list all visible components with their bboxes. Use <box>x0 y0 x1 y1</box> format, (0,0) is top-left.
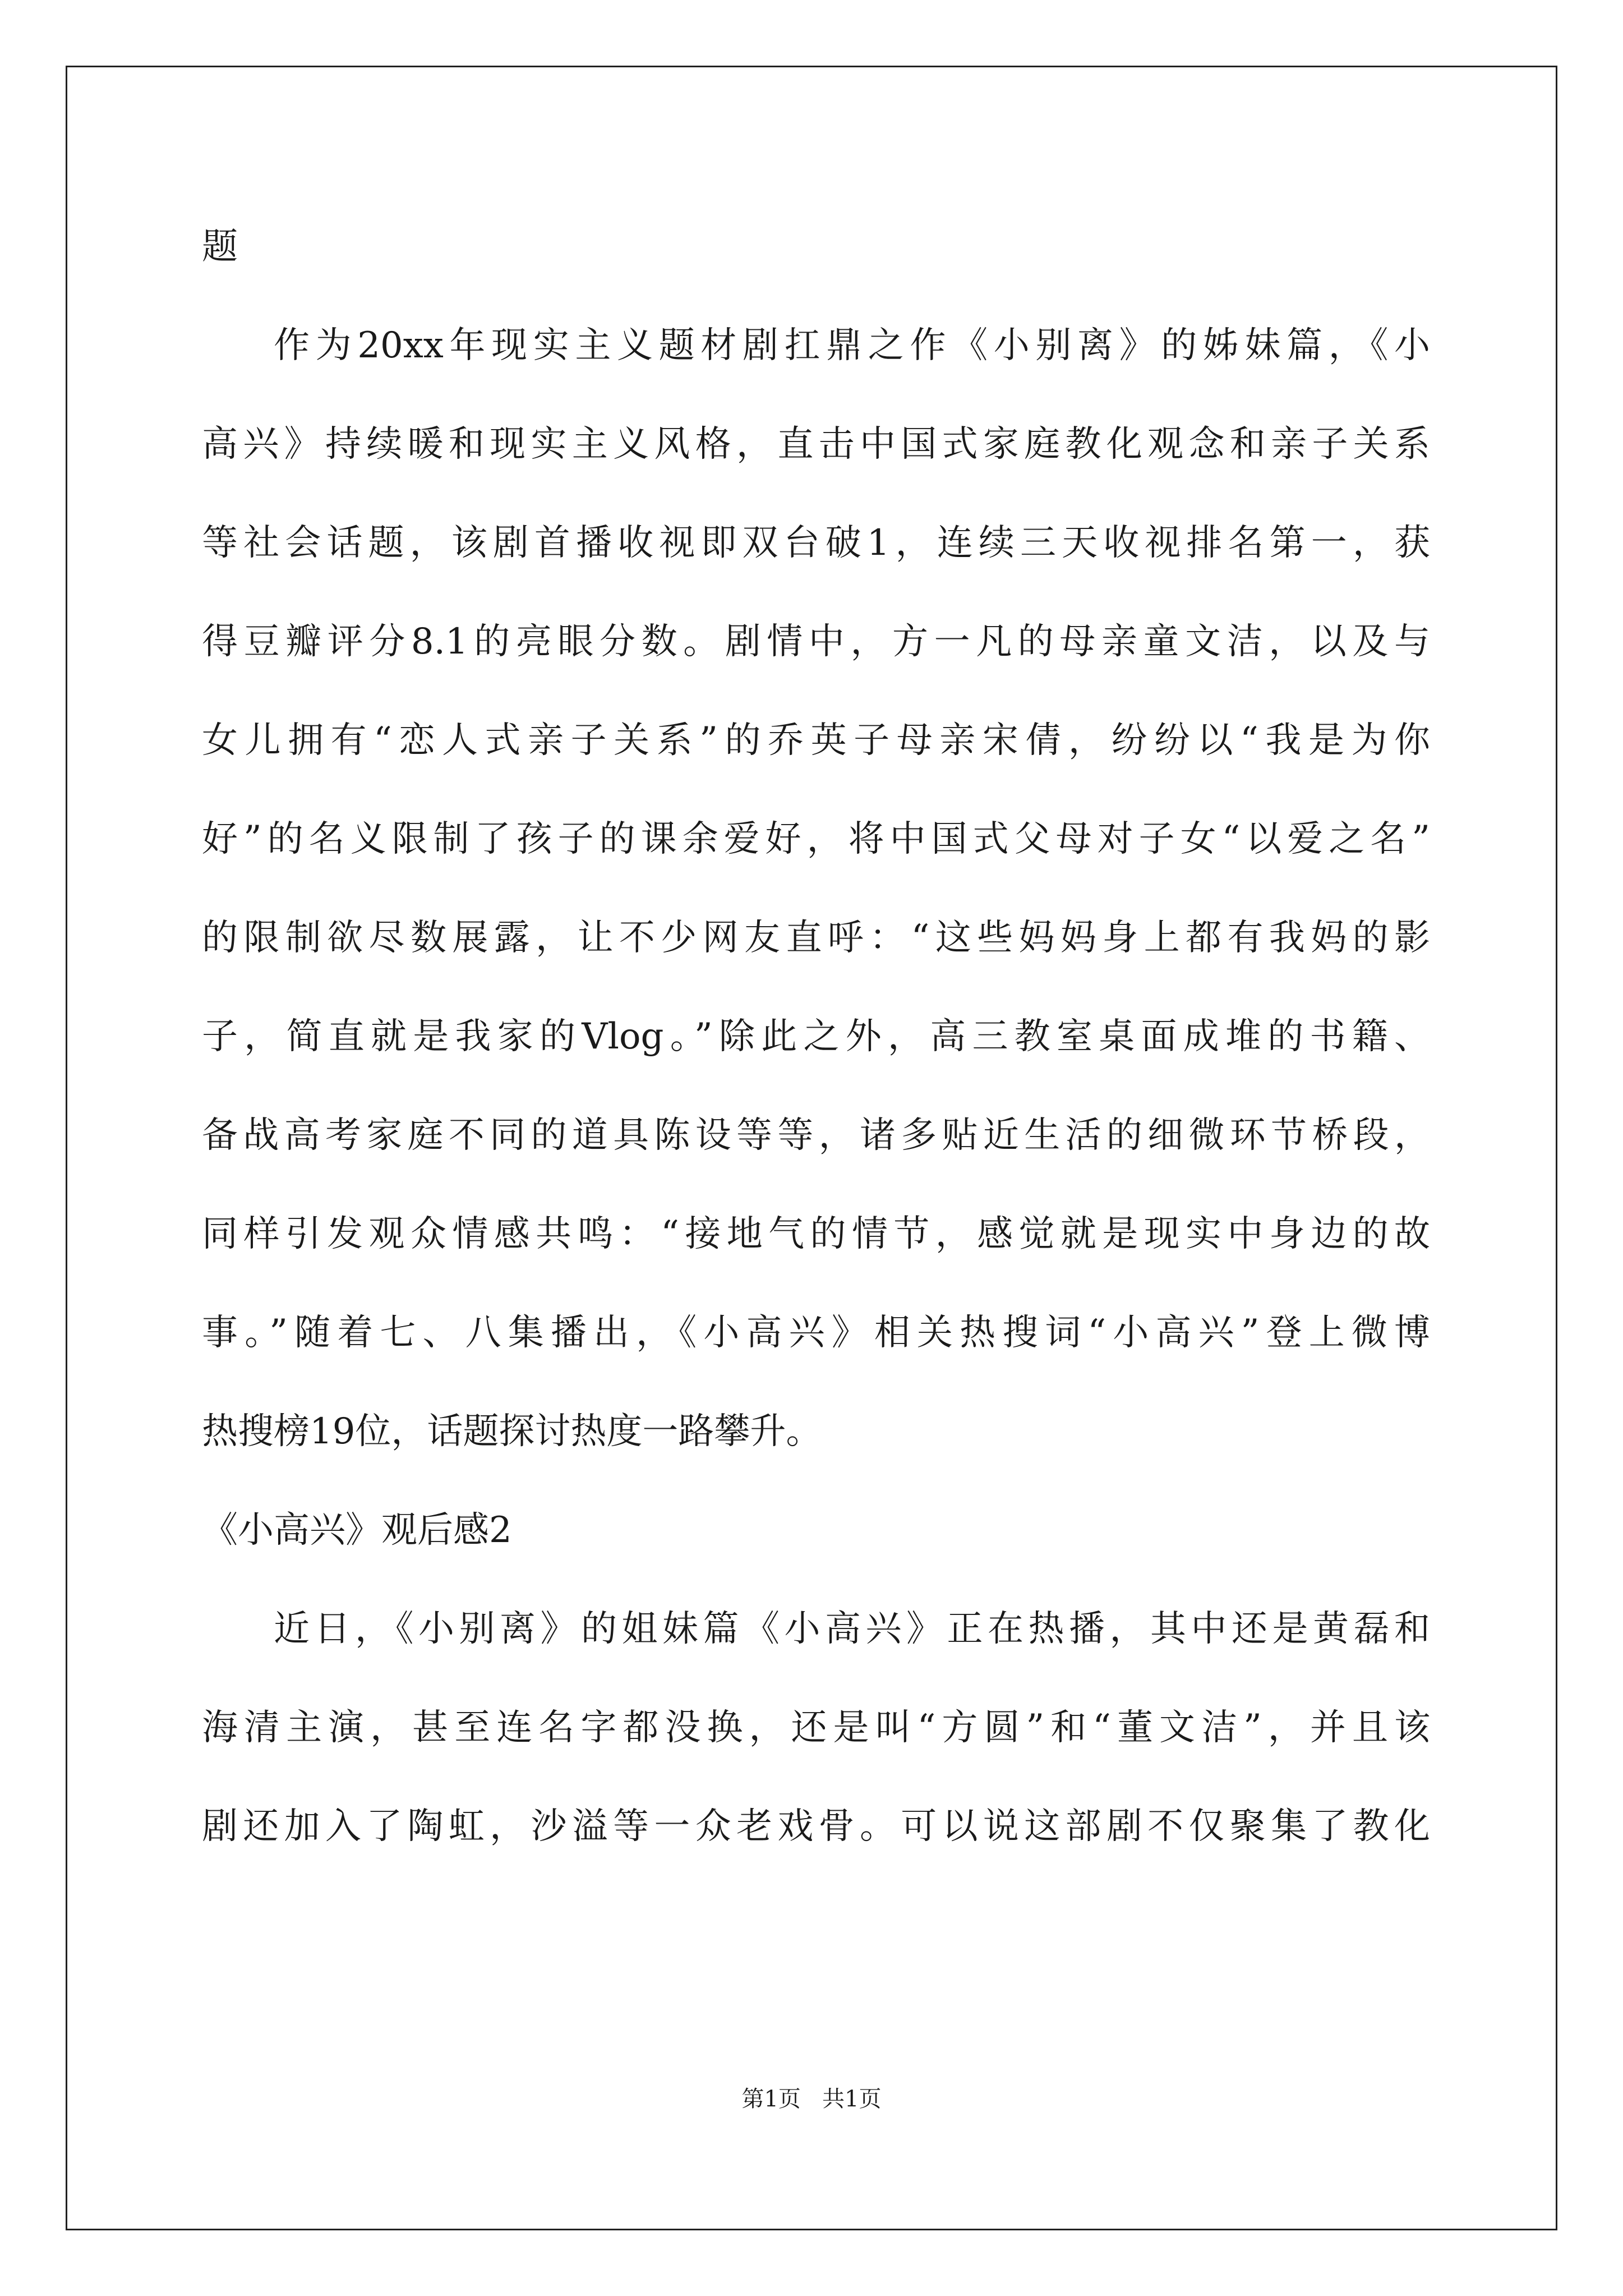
text-line: 剧还加入了陶虹，沙溢等一众老戏骨。可以说这部剧不仅聚集了教化 <box>202 1806 1430 1847</box>
paragraph-first-line: 作为20xx年现实主义题材剧扛鼎之作《小别离》的姊妹篇，《小 <box>274 325 1430 366</box>
text-line: 女儿拥有“恋人式亲子关系”的乔英子母亲宋倩，纷纷以“我是为你 <box>202 720 1430 761</box>
section-heading: 《小高兴》观后感2 <box>202 1510 512 1551</box>
text-line: 事。”随着七、八集播出，《小高兴》相关热搜词“小高兴”登上微博 <box>202 1312 1430 1354</box>
paragraph-first-line: 近日，《小别离》的姐妹篇《小高兴》正在热播，其中还是黄磊和 <box>274 1608 1430 1650</box>
text-line: 海清主演，甚至连名字都没换，还是叫“方圆”和“董文洁”，并且该 <box>202 1707 1430 1749</box>
document-body <box>202 213 1430 1892</box>
text-line: 高兴》持续暖和现实主义风格，直击中国式家庭教化观念和亲子关系 <box>202 424 1430 465</box>
text-line: 题 <box>202 226 238 268</box>
text-line: 好”的名义限制了孩子的课余爱好，将中国式父母对子女“以爱之名” <box>202 818 1430 860</box>
page-footer: 第1页 共1页 <box>741 2086 882 2112</box>
paragraph-last-line: 热搜榜19位，话题探讨热度一路攀升。 <box>202 1411 822 1452</box>
text-line: 备战高考家庭不同的道具陈设等等，诸多贴近生活的细微环节桥段， <box>202 1115 1430 1156</box>
text-line: 的限制欲尽数展露，让不少网友直呼：“这些妈妈身上都有我妈的影 <box>202 917 1430 959</box>
text-line: 子，简直就是我家的Vlog。”除此之外，高三教室桌面成堆的书籍、 <box>202 1016 1430 1057</box>
text-line: 等社会话题，该剧首播收视即双台破1，连续三天收视排名第一，获 <box>202 522 1430 564</box>
text-line: 得豆瓣评分8.1的亮眼分数。剧情中，方一凡的母亲童文洁，以及与 <box>202 621 1430 662</box>
text-line: 同样引发观众情感共鸣：“接地气的情节，感觉就是现实中身边的故 <box>202 1213 1430 1255</box>
